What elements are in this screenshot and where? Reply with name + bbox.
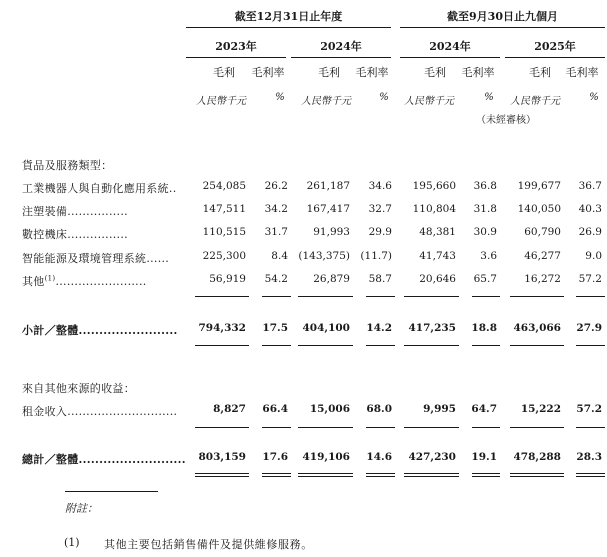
divider <box>505 57 605 58</box>
value-cell: 167,417 <box>306 203 350 215</box>
divider <box>400 27 605 28</box>
value-cell: 17.5 <box>262 322 288 334</box>
unit-pct: % <box>379 92 389 103</box>
col-gross-margin: 毛利率 <box>355 66 389 79</box>
divider <box>510 427 564 428</box>
value-cell: 199,677 <box>517 180 561 192</box>
divider <box>186 27 391 28</box>
col-gross-profit: 毛利 <box>424 66 446 79</box>
row-label <box>22 180 177 196</box>
value-cell: 478,288 <box>513 451 561 463</box>
value-cell: 14.2 <box>366 322 392 334</box>
row-leader: ............................. <box>67 405 178 418</box>
value-cell: 64.7 <box>471 403 497 415</box>
value-cell: 27.9 <box>576 322 602 334</box>
value-cell: 3.6 <box>480 250 497 262</box>
unit-pct: % <box>589 92 599 103</box>
year-2024-heading: 2024年 <box>320 40 362 53</box>
footnote-ref: (1) <box>44 274 56 283</box>
value-cell: 9.0 <box>585 250 602 262</box>
value-cell: 40.3 <box>578 203 602 215</box>
col-gross-margin: 毛利率 <box>461 66 495 79</box>
value-cell: 56,919 <box>209 273 246 285</box>
value-cell: 794,332 <box>198 322 246 334</box>
value-cell: 66.4 <box>262 403 288 415</box>
divider <box>298 345 353 346</box>
value-cell: 15,006 <box>309 403 350 415</box>
value-cell: 147,511 <box>202 203 246 215</box>
divider <box>298 473 353 477</box>
note-marker: (1) <box>64 536 80 549</box>
value-cell: 31.8 <box>473 203 497 215</box>
row-leader: ........................ <box>55 275 147 288</box>
value-cell: 803,159 <box>198 451 246 463</box>
row-leader: ...... <box>146 252 170 265</box>
unit-pct: % <box>484 92 494 103</box>
divider <box>291 57 391 58</box>
value-cell: 30.9 <box>473 226 497 238</box>
divider <box>366 296 395 297</box>
row-label <box>22 403 177 419</box>
row-leader: ................ <box>67 228 128 241</box>
value-cell: 463,066 <box>513 322 561 334</box>
row-label-text: 智能能源及環境管理系統 <box>22 252 147 265</box>
divider <box>510 345 564 346</box>
value-cell: 8,827 <box>213 403 246 415</box>
note-text: 其他主要包括銷售備件及提供維修服務。 <box>104 538 313 551</box>
unit-rmb: 人民幣千元 <box>301 96 351 107</box>
value-cell: 140,050 <box>517 203 561 215</box>
row-leader: ................ <box>67 205 128 218</box>
value-cell: 34.2 <box>264 203 288 215</box>
value-cell: 46,277 <box>524 250 561 262</box>
value-cell: 57.2 <box>578 273 602 285</box>
value-cell: 20,646 <box>419 273 456 285</box>
value-cell: 65.7 <box>473 273 497 285</box>
unit-pct: % <box>275 92 285 103</box>
subtotal-leader: ........................ <box>78 324 178 337</box>
value-cell: 15,222 <box>520 403 561 415</box>
col-gross-profit: 毛利 <box>529 66 551 79</box>
divider <box>576 427 605 428</box>
year-2025-9m-heading: 2025年 <box>534 40 576 53</box>
value-cell: 427,230 <box>408 451 456 463</box>
value-cell: 60,790 <box>524 226 561 238</box>
value-cell: 9,995 <box>423 403 456 415</box>
value-cell: 57.2 <box>576 403 602 415</box>
value-cell: 195,660 <box>412 180 456 192</box>
value-cell: 8.4 <box>271 250 288 262</box>
notes-heading: 附註： <box>65 502 98 515</box>
divider <box>576 345 605 346</box>
value-cell: 225,300 <box>202 250 246 262</box>
row-label-text: 其他 <box>22 275 45 288</box>
value-cell: 419,106 <box>302 451 350 463</box>
divider <box>576 296 605 297</box>
notes-divider <box>65 491 158 492</box>
divider <box>262 427 291 428</box>
total-label <box>22 451 186 467</box>
subtotal-label-text: 小計／整體 <box>22 324 79 337</box>
divider <box>404 427 459 428</box>
row-label <box>22 226 128 242</box>
divider <box>366 345 395 346</box>
col-gross-profit: 毛利 <box>213 66 235 79</box>
divider <box>195 427 249 428</box>
value-cell: 26.2 <box>264 180 288 192</box>
divider <box>366 427 395 428</box>
divider <box>404 345 459 346</box>
divider <box>186 57 286 58</box>
value-cell: 91,993 <box>313 226 350 238</box>
value-cell: 16,272 <box>524 273 561 285</box>
value-cell: 58.7 <box>368 273 392 285</box>
row-label <box>22 203 128 219</box>
divider <box>195 296 249 297</box>
value-cell: 254,085 <box>202 180 246 192</box>
value-cell: 31.7 <box>264 226 288 238</box>
value-cell: 14.6 <box>366 451 392 463</box>
divider <box>576 473 605 477</box>
value-cell: 17.6 <box>262 451 288 463</box>
row-leader: .. <box>168 182 177 195</box>
value-cell: 110,515 <box>202 226 246 238</box>
value-cell: 417,235 <box>408 322 456 334</box>
value-cell: 29.9 <box>368 226 392 238</box>
divider <box>262 345 291 346</box>
total-label-text: 總計／整體 <box>22 453 79 466</box>
col-gross-margin: 毛利率 <box>565 66 599 79</box>
subtotal-label <box>22 322 182 338</box>
divider <box>298 427 353 428</box>
divider <box>510 296 564 297</box>
divider <box>404 473 459 477</box>
unaudited-note: （未經審核） <box>476 115 536 126</box>
divider <box>472 427 500 428</box>
row-label-text: 數控機床 <box>22 228 68 241</box>
divider <box>366 473 395 477</box>
value-cell: 18.8 <box>471 322 497 334</box>
value-cell: 34.6 <box>368 180 392 192</box>
period-full-year-heading: 截至12月31日止年度 <box>234 10 343 23</box>
divider <box>404 296 459 297</box>
total-leader: .......................... <box>78 453 186 466</box>
year-2024-9m-heading: 2024年 <box>429 40 471 53</box>
value-cell: 261,187 <box>306 180 350 192</box>
row-label <box>22 273 147 289</box>
row-label-text: 注塑裝備 <box>22 205 68 218</box>
value-cell: 48,381 <box>419 226 456 238</box>
divider <box>195 345 249 346</box>
col-gross-profit: 毛利 <box>318 66 340 79</box>
value-cell: 36.8 <box>473 180 497 192</box>
value-cell: 32.7 <box>368 203 392 215</box>
unit-rmb: 人民幣千元 <box>196 96 246 107</box>
col-gross-margin: 毛利率 <box>251 66 285 79</box>
value-cell: 19.1 <box>471 451 497 463</box>
year-2023-heading: 2023年 <box>215 40 257 53</box>
divider <box>472 473 500 477</box>
value-cell: 54.2 <box>264 273 288 285</box>
divider <box>510 473 564 477</box>
section-title-goods: 貨品及服務類型： <box>22 159 113 172</box>
value-cell: 110,804 <box>412 203 456 215</box>
unit-rmb: 人民幣千元 <box>404 96 454 107</box>
divider <box>262 296 291 297</box>
value-cell: 404,100 <box>302 322 350 334</box>
value-cell: (11.7) <box>360 250 392 262</box>
value-cell: 26,879 <box>313 273 350 285</box>
divider <box>262 473 291 477</box>
row-label <box>22 250 169 266</box>
divider <box>472 345 500 346</box>
divider <box>195 473 249 477</box>
value-cell: 68.0 <box>366 403 392 415</box>
section-title-other: 來自其他來源的收益： <box>22 382 135 395</box>
row-label-text: 工業機器人與自動化應用系統 <box>22 182 169 195</box>
row-label-text: 租金收入 <box>22 405 68 418</box>
value-cell: 41,743 <box>419 250 456 262</box>
value-cell: 28.3 <box>576 451 602 463</box>
unit-rmb: 人民幣千元 <box>510 96 560 107</box>
value-cell: 36.7 <box>578 180 602 192</box>
value-cell: 26.9 <box>578 226 602 238</box>
period-nine-months-heading: 截至9月30日止九個月 <box>447 10 558 23</box>
value-cell: (143,375) <box>298 250 350 262</box>
divider <box>472 296 500 297</box>
divider <box>400 57 500 58</box>
divider <box>298 296 353 297</box>
